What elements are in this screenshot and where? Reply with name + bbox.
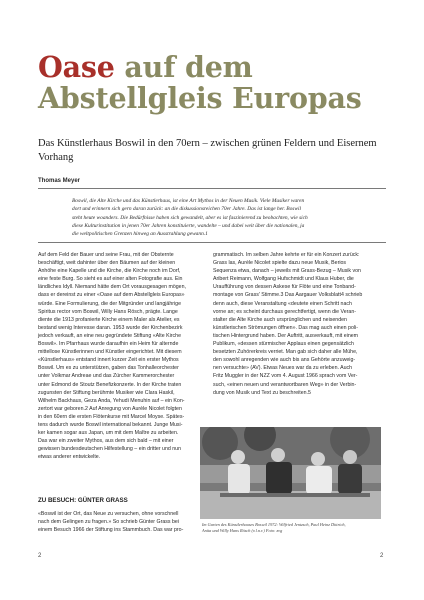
- body-line: Anhöhe eine Kapelle und die Kirche, die Kirche noch im Dorf,: [38, 268, 181, 275]
- body-line: Fritz Muggler in der NZZ vom 4. August 1966 sprach vom Ver-: [213, 373, 358, 380]
- title-highlight: Oase: [38, 50, 115, 84]
- photo-caption: [202, 522, 382, 534]
- body-line: besetzten Zuhörerkreis verriet. Man gab sich daher alle Mühe,: [213, 349, 358, 356]
- body-line: den sowohl anregenden wie auch bis ans Gehörte anzuweig-: [213, 357, 356, 364]
- body-line: Auf dem Feld der Bauer und seine Frau, mit der Obsternte: [38, 252, 174, 258]
- lead-line: diese Kulturinstitution in jenen 70er Jahren konstituierte, wandelte – und dabei weit über die nationalen, ja: [72, 222, 305, 229]
- caption-line: Im Garten des Künstlerhauses Boswil 1972: Wilfried Jentzsch, Paul Heinz Dittrich,: [202, 522, 346, 527]
- article-subtitle: Das Künstlerhaus Boswil in den 70ern – zwischen grünen Feldern und Eisernem Vorhang: [38, 138, 377, 163]
- body-line: Publikum, «dessen stürmischer Applaus einen gegensätzlich: [213, 341, 354, 348]
- body-line: dass er dereinst zu einer «Oase auf dem Abstellgleis Europas»: [38, 292, 185, 299]
- body-line: grammatisch. Im selben Jahre kehrte er für ein Konzert zurück:: [213, 252, 360, 258]
- body-line: gewissen bundesdeutschen Hilfestellung – ein dritter und nun: [38, 446, 182, 453]
- body-column-left: [38, 251, 201, 461]
- body-line: nen versuchte» (AV). Etwas Neues war da zu erleben. Auch: [213, 365, 353, 372]
- lead-paragraph: [72, 197, 364, 238]
- body-line: ländliches Idyll. Niemand hätte dem Ort vorausgesagen mögen,: [38, 284, 186, 291]
- body-line: einem Besuch 1966 der Stiftung ins Stammbuch. Das war pro-: [38, 527, 184, 534]
- title-line2: Abstellgleis Europas: [38, 81, 362, 115]
- body-line: montage von Grass' Stimme.3 Das Aargauer Volksblatt4 schrieb: [213, 292, 363, 299]
- body-line: zugunsten der Stiftung berühmte Musiker wie Clara Haskil,: [38, 389, 175, 396]
- body-text-left: [38, 251, 201, 461]
- body-line: such, «einen neuen und verantwortbaren Weg» in der Verbin-: [213, 381, 357, 388]
- divider-top: [38, 188, 386, 189]
- caption-line: Anita und Willy Hans Rösch (v.l.n.r.) Foto: zvg: [202, 528, 283, 533]
- body-line: etwas anderer entwickelte.: [38, 454, 101, 461]
- body-line: jedoch verkauft, an eine neu gegründete Stiftung «Alte Kirche: [38, 332, 182, 339]
- page-number-right: 2: [380, 553, 384, 559]
- body-line: stalter die Alte Kirche auch ursprünglichen und neisenden: [213, 316, 347, 323]
- body-column-right: [213, 251, 377, 397]
- article-title: [38, 52, 398, 114]
- body-line: ker kamen sogar aus Japan, um mit dem Maître zu arbeiten.: [38, 430, 179, 437]
- section-heading: ZU BESUCH: GÜNTER GRASS: [38, 497, 128, 504]
- garden-photo: [200, 427, 381, 519]
- body-line: zertort war geboren.2 Auf Anregung von Aurèle Nicolet folgten: [38, 405, 182, 412]
- body-line: tischen Hintergrund haben. Der Auftritt, ausverkauft, mit einem: [213, 332, 359, 339]
- body-line: Boswil. Um es zu unterstützen, gaben das Tonhalleorchester: [38, 365, 179, 372]
- body-line: beschäftigt, weit dahinter über den Bäumen auf der kleinen: [38, 260, 176, 267]
- body-line: vorne an; es scheint durchaus gerechtfertigt, wenn die Veran-: [213, 308, 357, 315]
- body-line: tens dadurch wurde Boswil international bekannt. Junge Musi-: [38, 421, 183, 428]
- body-line: Aribert Reimann, Wolfgang Hufschmidt und Klaus Huber, die: [213, 276, 354, 283]
- section-column: [38, 510, 201, 534]
- body-line: Wilhelm Backhaus, Geza Anda, Yehudi Menuhin auf – ein Kon-: [38, 397, 185, 404]
- page-number-left: 2: [38, 553, 42, 559]
- body-line: dung von Musik und Text zu beschreiten.5: [213, 389, 311, 396]
- author-name: Thomas Meyer: [38, 178, 81, 184]
- lead-line: steht heute woanders. Die Bedürfnisse haben sich gewandelt, aber es ist faszinierend zu beobachten, wie sich: [72, 214, 308, 221]
- body-line: nach dem Gelingen zu fragen.» So schrieb Günter Grass bei: [38, 519, 179, 526]
- garden-photo-image: [200, 427, 381, 519]
- body-line: «Boswil ist der Ort, das Neue zu versuchen, ohne vorschnell: [38, 511, 179, 517]
- body-line: Grass las, Aurèle Nicolet spielte dazu neue Musik, Berios: [213, 260, 347, 267]
- body-line: denn auch, diese Veranstaltung «deutete einen Schritt nach: [213, 300, 352, 307]
- body-line: Uraufführung von dessen Askese für Flöte und eine Tonband-: [213, 284, 356, 291]
- body-line: mittellose Künstlerinnen und Künstler eingerichtet. Mit diesem: [38, 349, 182, 356]
- title-line1-rest: auf dem: [124, 50, 253, 84]
- divider-lead: [38, 242, 386, 243]
- body-line: Boswil». Im Pfarrhaus wurde daraufhin ein Heim für alternde: [38, 341, 179, 348]
- body-line: eine feste Burg. So sieht es auf einer alten Fotografie aus. Ein: [38, 276, 183, 283]
- body-line: Das war ein zweiter Mythos, aus dem sich bald – mit einer: [38, 438, 174, 445]
- body-line: unter Edmond de Stoutz Benefizkonzerte. In der Kirche traten: [38, 381, 182, 388]
- body-line: «Künstlerhaus» entstand innert kurzer Zeit ein erster Mythos: [38, 357, 179, 364]
- section-body-text: [38, 510, 201, 534]
- body-line: Sequenza etwa, danach – jeweils mit Grass-Bezug – Musik von: [213, 268, 361, 275]
- body-line: künstlerischen Strömungen öffnen». Das mag auch einen poli-: [213, 324, 358, 331]
- body-line: würde. Eine Formulierung, die der Mitgründer und langjährige: [38, 300, 181, 307]
- body-line: bestand wenig Interesse daran. 1953 wurde der Kirchenbezirk: [38, 324, 183, 331]
- body-text-right: [213, 251, 377, 397]
- body-line: Spiritus rector vom Boswil, Willy Hans Rösch, prägte. Lange: [38, 308, 178, 315]
- body-line: unter Volkmar Andreae und das Zürcher Kammerorchester: [38, 373, 175, 380]
- lead-line: dort und erinnern sich gern daran zurück: an die diskussionsreichen 70er Jahre. Das ist lange her. Boswil: [72, 206, 301, 213]
- body-line: in den 60ern die ersten Flötenkurse mit Marcel Moyse. Spätes-: [38, 413, 185, 420]
- lead-line: die weltpolitischen Grenzen hinweg an Ausstrahlung gewann.1: [72, 231, 208, 238]
- lead-line: Boswil, die Alte Kirche und das Künstlerhaus, ist eine Art Mythos in der Neuen Musik. Viele Musiker waren: [72, 198, 305, 204]
- body-line: diente die 1913 profanierte Kirche einem Maler als Atelier, es: [38, 316, 180, 323]
